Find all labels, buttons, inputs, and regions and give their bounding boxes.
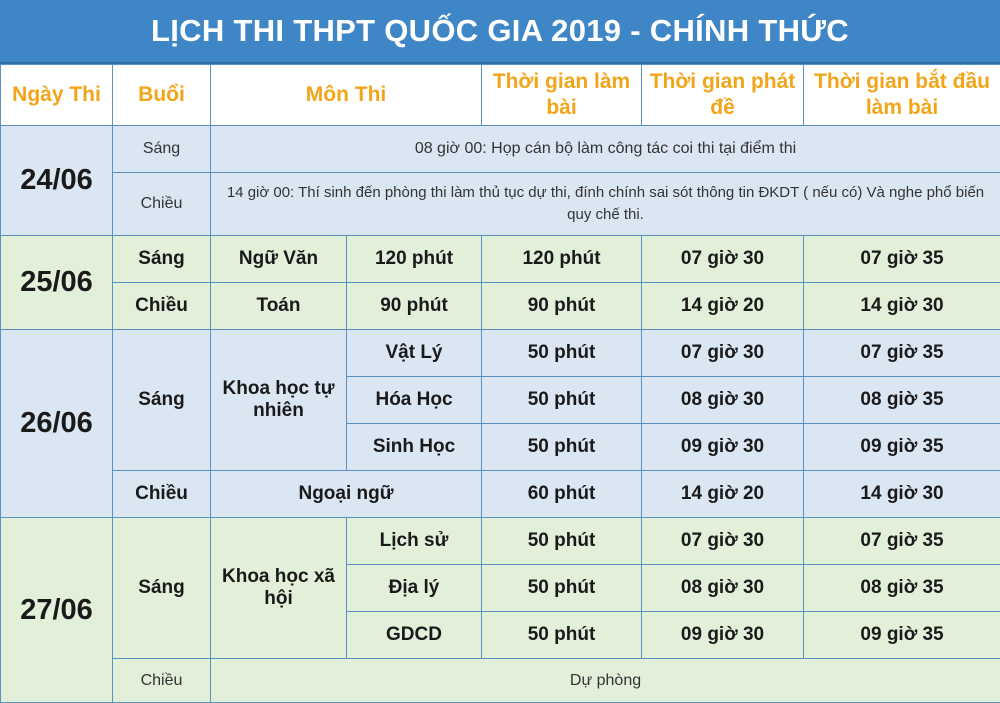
duration-cell: 60 phút	[482, 471, 642, 518]
table-row	[1, 283, 1000, 330]
page-title: LỊCH THI THPT QUỐC GIA 2019 - CHÍNH THỨC	[0, 0, 1000, 64]
subject-group-cell: Khoa học xã hội	[211, 518, 347, 659]
duration-cell: 120 phút	[482, 236, 642, 283]
session-cell: Chiều	[113, 659, 211, 703]
session-cell: Chiều	[113, 173, 211, 236]
table-row	[1, 330, 1000, 377]
subject-cell: Sinh Học	[347, 424, 482, 471]
date-cell: 24/06	[1, 126, 113, 236]
note-cell: 14 giờ 00: Thí sinh đến phòng thi làm thủ tục dự thi, đính chính sai sót thông tin ĐKDT ( nếu có) Và nghe phổ biến quy chế thi.	[211, 173, 1000, 236]
header-subject: Môn Thi	[211, 65, 482, 126]
header-handout-time: Thời gian phát đề	[642, 65, 804, 126]
subject-cell: Địa lý	[347, 565, 482, 612]
duration-cell: 50 phút	[482, 424, 642, 471]
handout-cell: 08 giờ 30	[642, 565, 804, 612]
session-cell: Chiều	[113, 283, 211, 330]
subject-cell: GDCD	[347, 612, 482, 659]
subject-cell: Ngữ Văn	[211, 236, 347, 283]
date-cell: 25/06	[1, 236, 113, 330]
table-row	[1, 126, 1000, 173]
allowed-time-cell: 90 phút	[347, 283, 482, 330]
subject-cell: Ngoại ngữ	[211, 471, 482, 518]
allowed-time-cell: 120 phút	[347, 236, 482, 283]
duration-cell: 50 phút	[482, 518, 642, 565]
date-cell: 27/06	[1, 518, 113, 703]
duration-cell: 90 phút	[482, 283, 642, 330]
handout-cell: 09 giờ 30	[642, 424, 804, 471]
header-duration: Thời gian làm bài	[482, 65, 642, 126]
handout-cell: 07 giờ 30	[642, 518, 804, 565]
table-row	[1, 236, 1000, 283]
start-cell: 07 giờ 35	[804, 518, 1000, 565]
header-date: Ngày Thi	[1, 65, 113, 126]
start-cell: 14 giờ 30	[804, 283, 1000, 330]
session-cell: Sáng	[113, 518, 211, 659]
header-session: Buổi	[113, 65, 211, 126]
note-cell: Dự phòng	[211, 659, 1000, 703]
handout-cell: 07 giờ 30	[642, 236, 804, 283]
duration-cell: 50 phút	[482, 612, 642, 659]
note-cell: 08 giờ 00: Họp cán bộ làm công tác coi thi tại điểm thi	[211, 126, 1000, 173]
subject-cell: Toán	[211, 283, 347, 330]
table-row	[1, 173, 1000, 236]
subject-cell: Hóa Học	[347, 377, 482, 424]
subject-cell: Lịch sử	[347, 518, 482, 565]
session-cell: Sáng	[113, 330, 211, 471]
handout-cell: 14 giờ 20	[642, 283, 804, 330]
table-row	[1, 471, 1000, 518]
session-cell: Sáng	[113, 126, 211, 173]
table-row	[1, 659, 1000, 703]
start-cell: 14 giờ 30	[804, 471, 1000, 518]
subject-group-cell: Khoa học tự nhiên	[211, 330, 347, 471]
header-start-time: Thời gian bắt đầu làm bài	[804, 65, 1000, 126]
handout-cell: 09 giờ 30	[642, 612, 804, 659]
duration-cell: 50 phút	[482, 330, 642, 377]
handout-cell: 14 giờ 20	[642, 471, 804, 518]
date-cell: 26/06	[1, 330, 113, 518]
subject-cell: Vật Lý	[347, 330, 482, 377]
start-cell: 08 giờ 35	[804, 377, 1000, 424]
duration-cell: 50 phút	[482, 565, 642, 612]
table-row	[1, 518, 1000, 565]
session-cell: Chiều	[113, 471, 211, 518]
duration-cell: 50 phút	[482, 377, 642, 424]
handout-cell: 07 giờ 30	[642, 330, 804, 377]
start-cell: 07 giờ 35	[804, 236, 1000, 283]
exam-schedule-table	[0, 64, 1000, 703]
header-row	[1, 65, 1000, 126]
session-cell: Sáng	[113, 236, 211, 283]
start-cell: 09 giờ 35	[804, 424, 1000, 471]
handout-cell: 08 giờ 30	[642, 377, 804, 424]
start-cell: 08 giờ 35	[804, 565, 1000, 612]
start-cell: 09 giờ 35	[804, 612, 1000, 659]
start-cell: 07 giờ 35	[804, 330, 1000, 377]
